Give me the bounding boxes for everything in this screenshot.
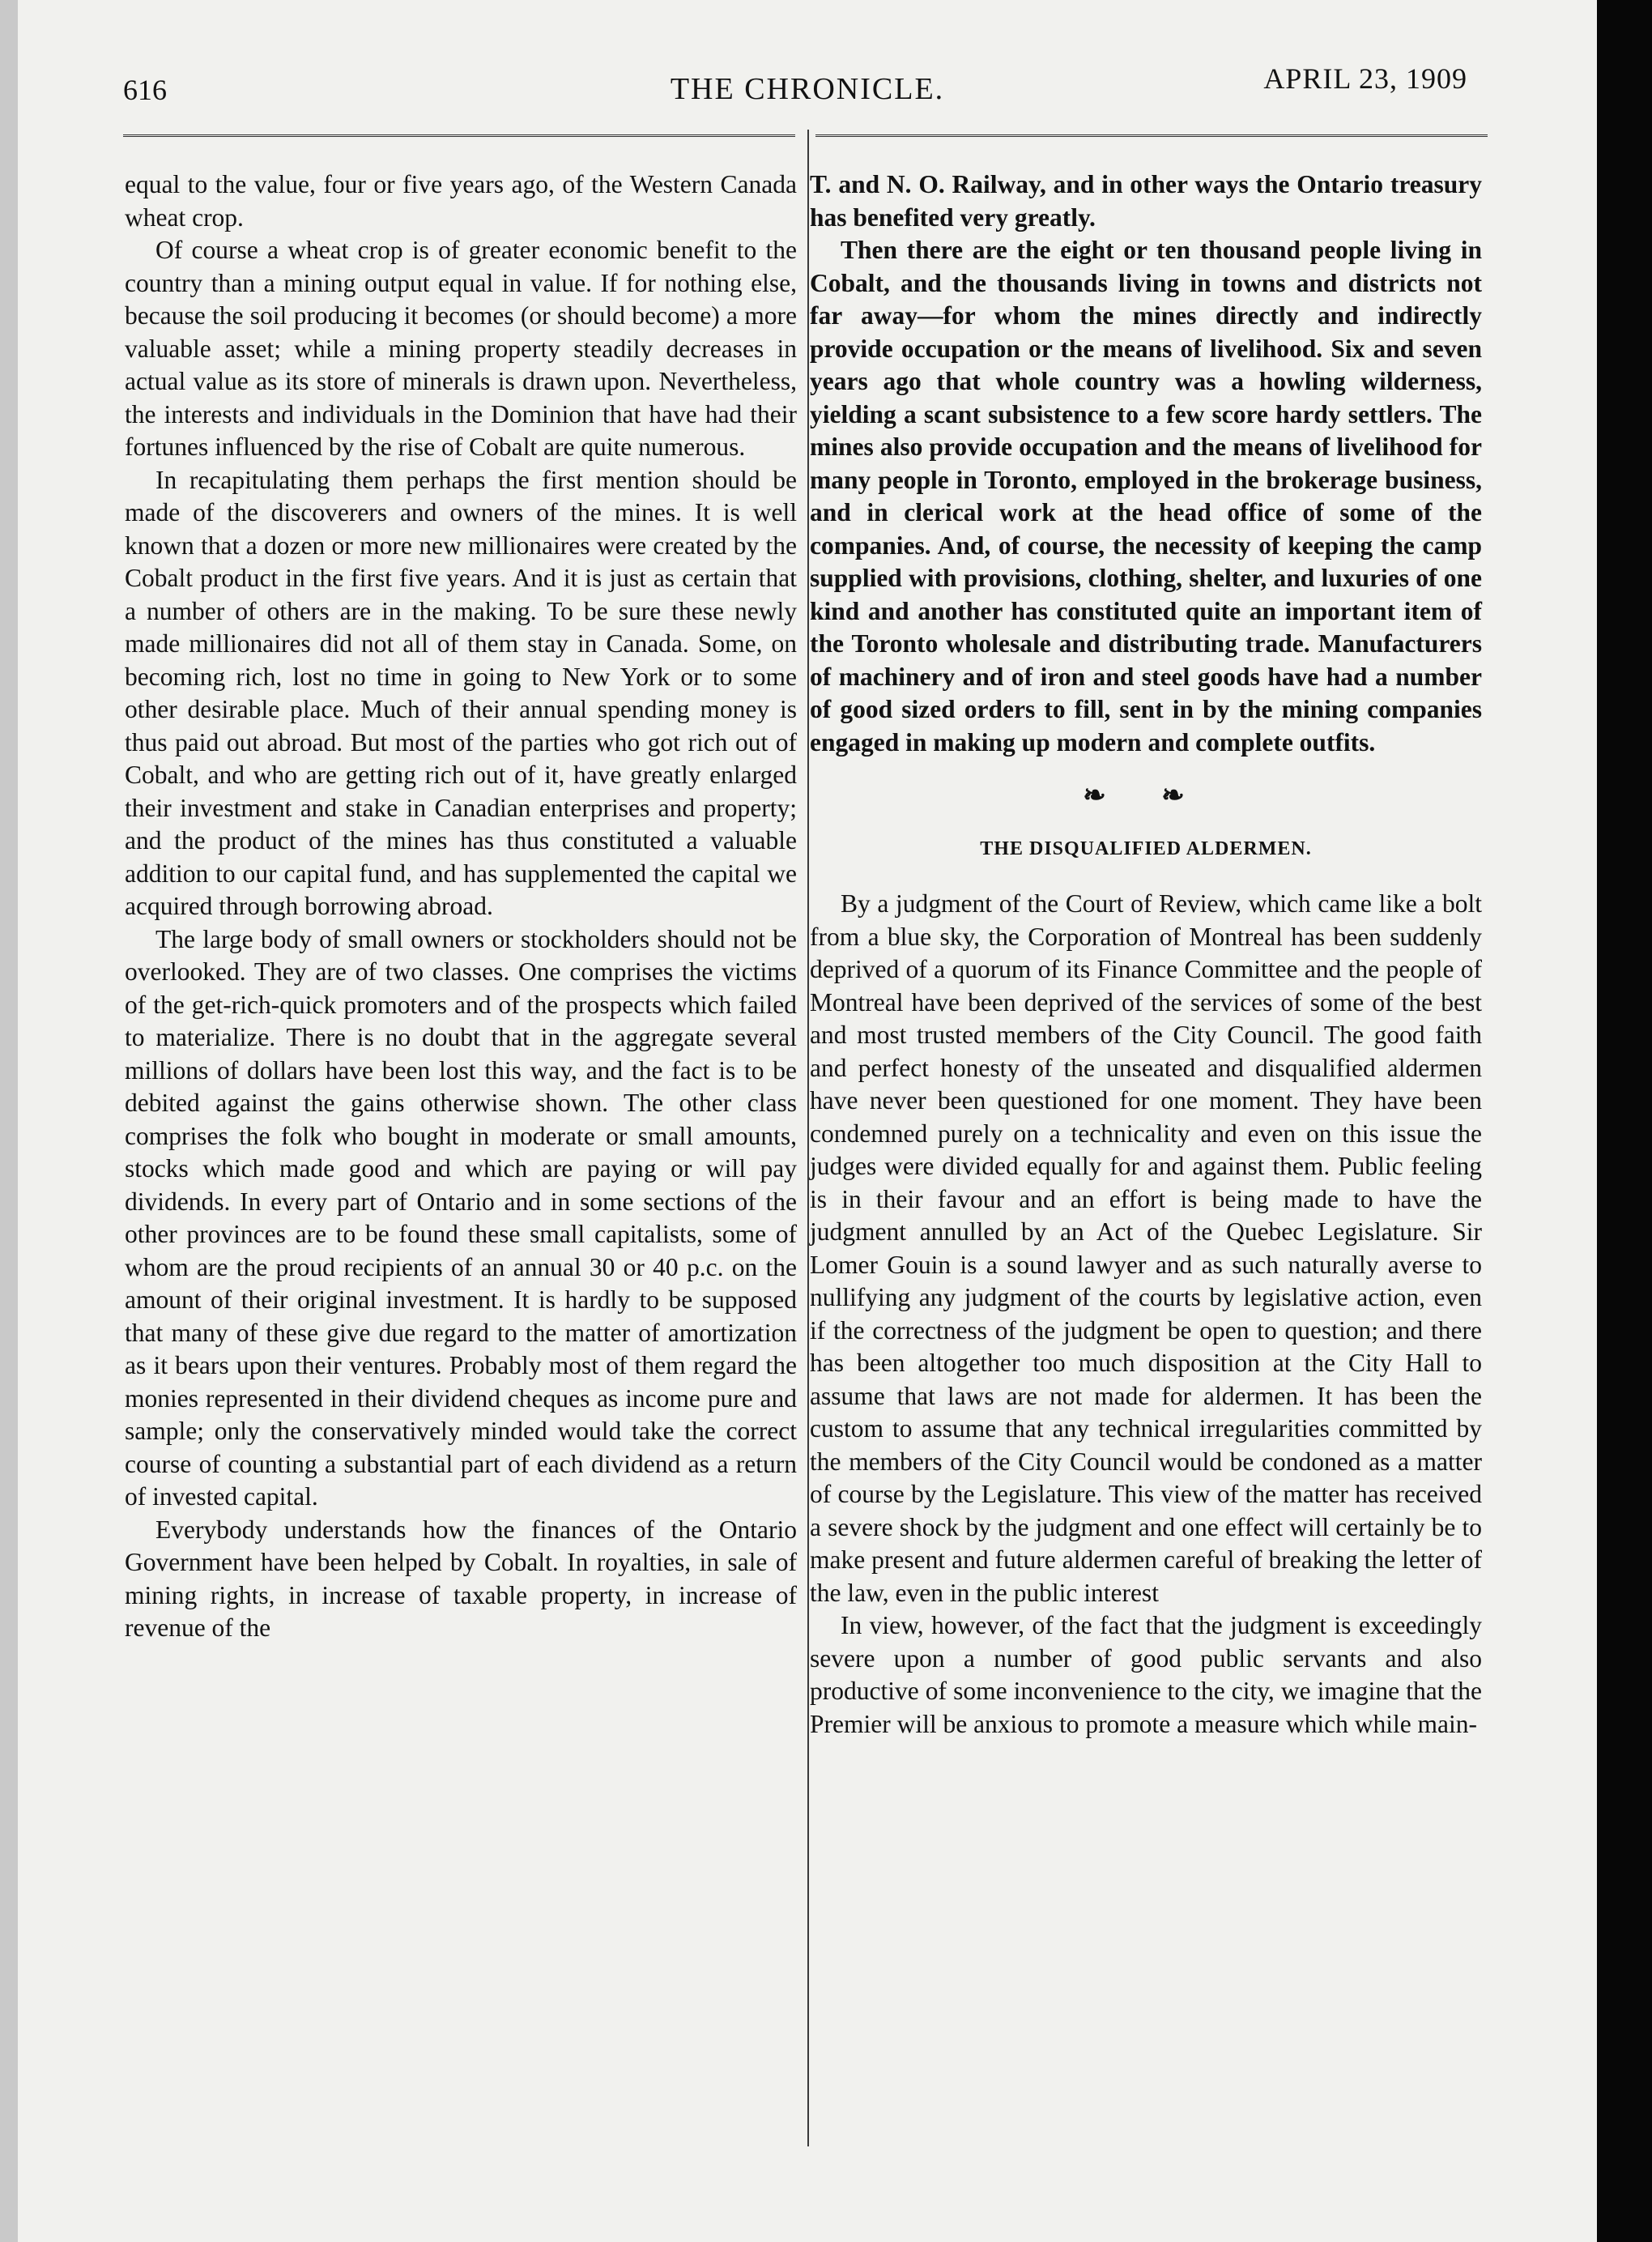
- left-column: [125, 168, 797, 1645]
- header-rule-right: [815, 134, 1488, 137]
- page-header: [18, 57, 1597, 121]
- article-paragraph: In recapitulating them perhaps the first mention should be made of the discoverers and owners of the mines. It is well known that a dozen or more new millionaires were created by the Cobalt product in the first five years. And it is just as certain that a number of others are in the making. To be sure these newly made millionaires did not all of them stay in Canada. Some, on becoming rich, lost no time in going to New York or to some other desirable place. Much of their annual spending money is thus paid out abroad. But most of the parties who got rich out of Cobalt, and who are getting rich out of it, have greatly enlarged their investment and stake in Canadian enterprises and property; and the product of the mines has thus constituted a valuable addition to our capital fund, and has supplemented the capital we acquired through borrowing abroad.: [125, 465, 797, 920]
- article-paragraph: equal to the value, four or five years ago, of the Western Canada wheat crop.: [125, 170, 797, 232]
- page-number: 616: [123, 74, 167, 106]
- article-paragraph: Then there are the eight or ten thousand people living in Cobalt, and the thousands living in towns and districts not far away—for whom the mines directly and indirectly provide occupation or the means of livelihood. Six and seven years ago that whole country was a howling wilderness, yielding a scant subsistence to a few score hardy settlers. The mines also provide occupation and the means of livelihood for many people in Toronto, employed in the brokerage business, and in clerical work at the head office of some of the companies. And, of course, the necessity of keeping the camp supplied with provisions, clothing, shelter, and luxuries of one kind and another has constituted quite an important item of the Toronto wholesale and distributing trade. Manufacturers of machinery and of iron and steel goods have had a number of good sized orders to fill, sent in by the mining companies engaged in making up modern and complete outfits.: [810, 236, 1482, 757]
- article-paragraph: In view, however, of the fact that the judgment is exceedingly severe upon a number of good public servants and also productive of some inconvenience to the city, we imagine that the Premier will be anxious to promote a measure which while main-: [810, 1611, 1482, 1738]
- publication-title: THE CHRONICLE.: [670, 72, 945, 106]
- article-paragraph: By a judgment of the Court of Review, which came like a bolt from a blue sky, the Corporation of Montreal has been suddenly deprived of a quorum of its Finance Committee and the people of Montreal have been deprived of the services of some of the best and most trusted members of the City Council. The good faith and perfect honesty of the unseated and disqualified aldermen have never been questioned for one moment. They have been condemned purely on a technicality and even on this issue the judges were divided equally for and against them. Public feeling is in their favour and an effort is being made to have the judgment annulled by an Act of the Quebec Legislature. Sir Lomer Gouin is a sound lawyer and as such naturally averse to nullifying any judgment of the courts by legislative action, even if the correctness of the judgment be open to question; and there has been altogether too much disposition at the City Hall to assume that laws are not made for aldermen. It has been the custom to assume that any technical irregularities committed by the members of the City Council would be condoned as a matter of course by the Legislature. This view of the matter has received a severe shock by the judgment and one effect will certainly be to make present and future aldermen careful of breaking the letter of the law, even in the public interest: [810, 889, 1482, 1607]
- article-paragraph: Everybody understands how the finances of the Ontario Government have been helped by Cobalt. In royalties, in sale of mining rights, in increase of taxable property, in increase of revenue of the: [125, 1515, 797, 1642]
- newspaper-page: [18, 0, 1597, 2242]
- scan-right-margin: [1597, 0, 1652, 2242]
- section-ornament: ❧ ❧: [1083, 781, 1209, 811]
- section-heading: THE DISQUALIFIED ALDERMEN.: [980, 838, 1312, 859]
- article-paragraph: Of course a wheat crop is of greater economic benefit to the country than a mining output equal in value. If for nothing else, because the soil producing it becomes (or should become) a more valuable asset; while a mining property steadily decreases in actual value as its store of minerals is drawn upon. Nevertheless, the interests and individuals in the Dominion that have had their fortunes influenced by the rise of Cobalt are quite numerous.: [125, 236, 797, 461]
- right-column: [810, 168, 1482, 1741]
- header-rule-left: [123, 134, 795, 137]
- column-divider: [807, 130, 809, 2146]
- article-paragraph: T. and N. O. Railway, and in other ways the Ontario treasury has benefited very greatly.: [810, 170, 1482, 232]
- article-paragraph: The large body of small owners or stockholders should not be overlooked. They are of two classes. One comprises the victims of the get-rich-quick promoters and of the prospects which failed to materialize. There is no doubt that in the aggregate several millions of dollars have been lost this way, and the fact is to be debited against the gains otherwise shown. The other class comprises the folk who bought in moderate or small amounts, stocks which made good and which are paying or will pay dividends. In every part of Ontario and in some sections of the other provinces are to be found these small capitalists, some of whom are the proud recipients of an annual 30 or 40 p.c. on the amount of their original investment. It is hardly to be supposed that many of these give due regard to the matter of amortization as it bears upon their ventures. Probably most of them regard the monies represented in their dividend cheques as income pure and sample; only the conservatively minded would take the correct course of counting a substantial part of each dividend as a return of invested capital.: [125, 924, 797, 1511]
- issue-date: APRIL 23, 1909: [1263, 62, 1467, 95]
- scan-left-margin: [0, 0, 18, 2242]
